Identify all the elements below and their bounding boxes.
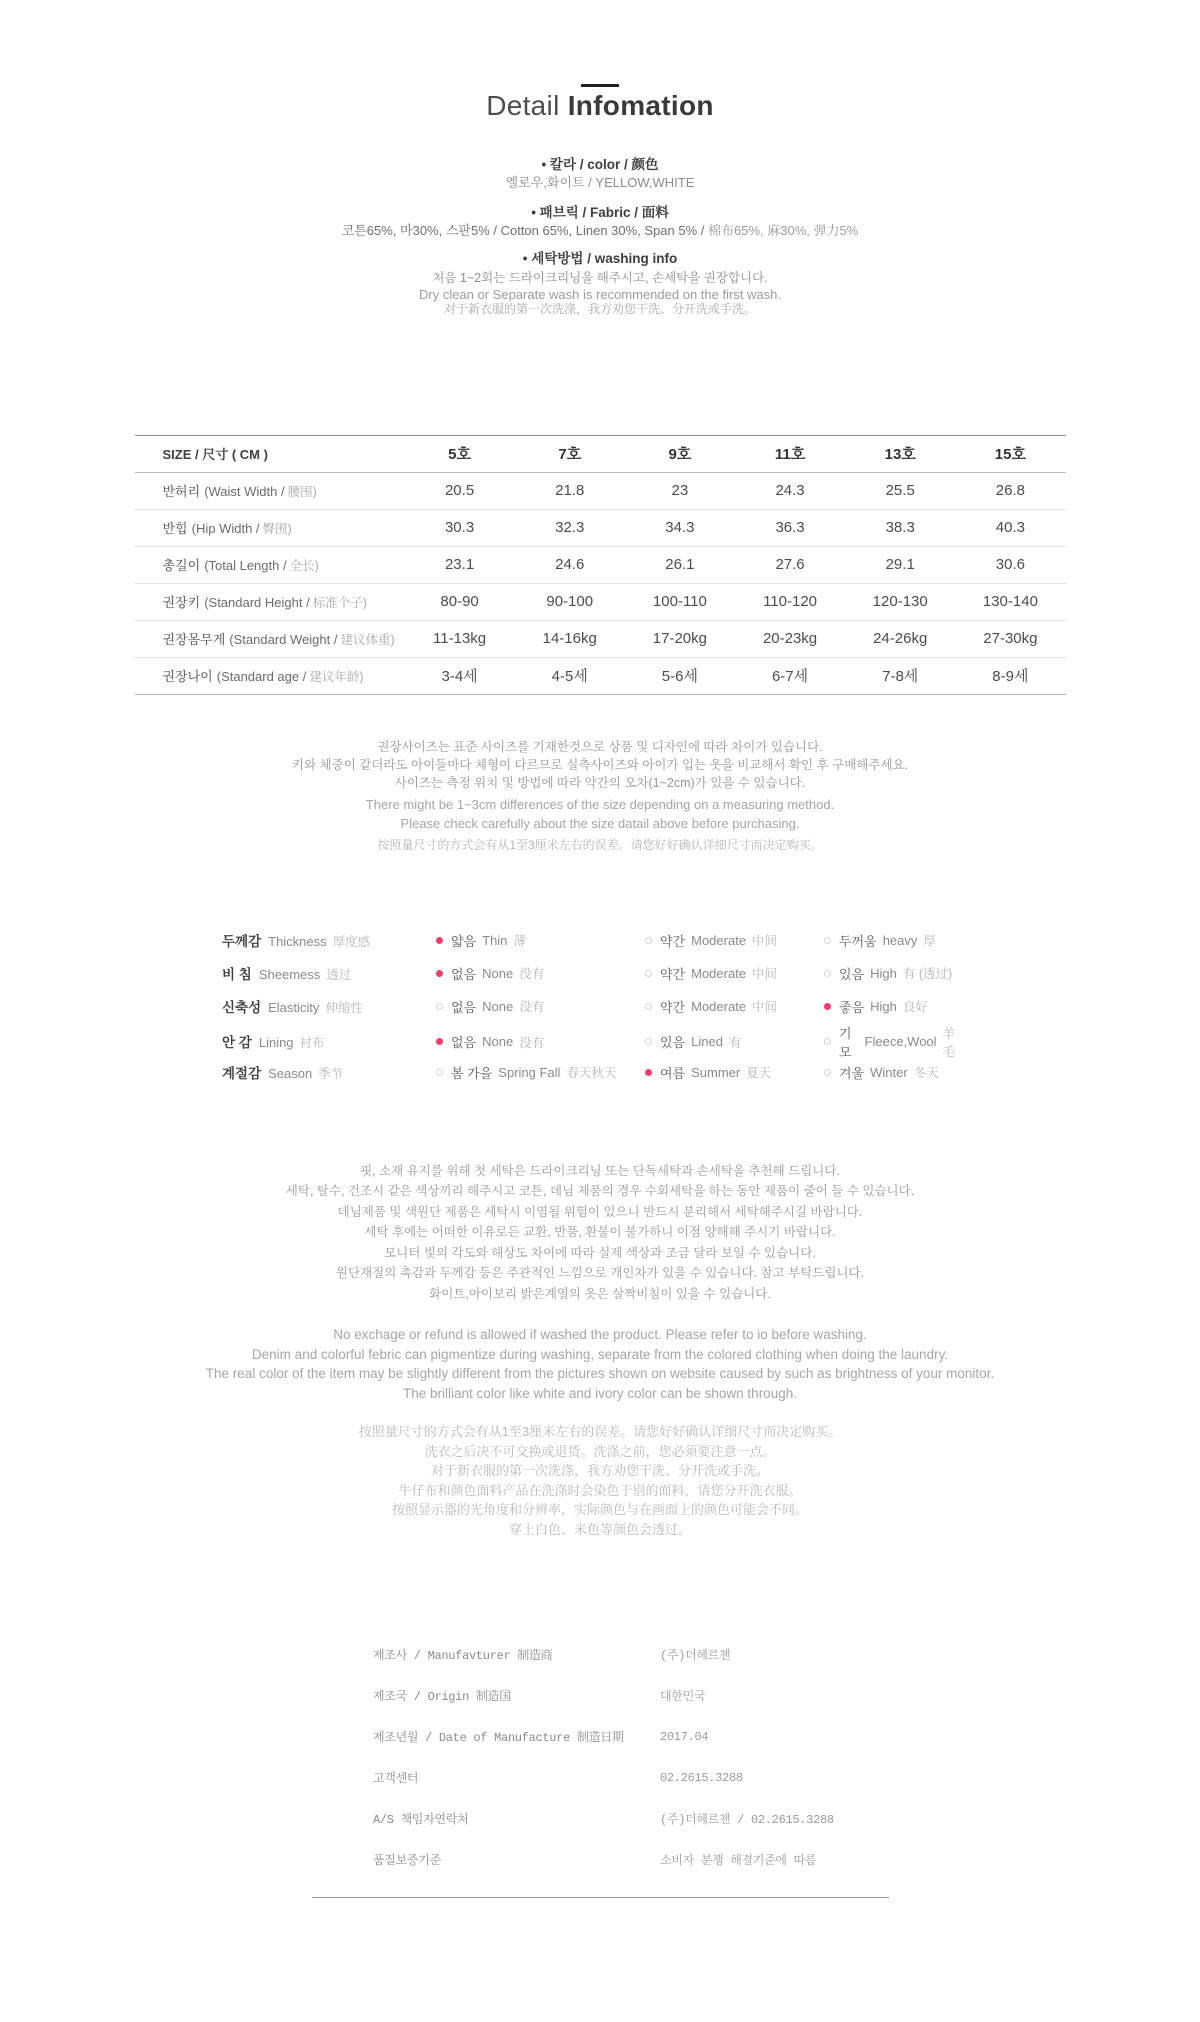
size-notes bbox=[0, 738, 1200, 854]
spec-label: 신축성 Elasticity 伸缩性 bbox=[222, 999, 363, 1015]
spec-row-thickness bbox=[222, 924, 962, 957]
fabric-section bbox=[0, 205, 1200, 239]
washing-lines bbox=[0, 271, 1200, 318]
note-line: 데님제품 및 색원단 제품은 세탁시 이염될 위험이 있으니 반드시 분리해서 세탁해주시길 바랍니다. bbox=[337, 1204, 863, 1219]
radio-icon bbox=[436, 1038, 443, 1045]
spec-label: 계절감 Season 季节 bbox=[222, 1065, 344, 1081]
note-line: 사이즈는 측정 위치 및 방법에 따라 약간의 오차(1~2cm)가 있을 수 있습니다. bbox=[394, 775, 806, 790]
origin-row-label: 제조국 / Origin 制造国 bbox=[373, 1690, 511, 1704]
note-line: 洗衣之后决不可交换或退货。洗涤之前，您必须要注意一点。 bbox=[424, 1443, 776, 1459]
washing-line-en: Dry clean or Separate wash is recommended on the first wash. bbox=[418, 286, 781, 302]
as-contact-row-label: A/S 책임자연락처 bbox=[373, 1813, 469, 1827]
spec-option: 없음 None 没有 bbox=[436, 1032, 645, 1051]
size-table-row-age bbox=[135, 657, 1066, 694]
care-notes-chinese bbox=[0, 1422, 1200, 1539]
size-table-header-row bbox=[135, 435, 1066, 472]
note-line: 按照量尺寸的方式会有从1至3厘米左右的误差。请您好好确认详细尺寸而决定购买。 bbox=[377, 837, 823, 852]
size-col-header: 5호 bbox=[448, 446, 471, 463]
page-title-bold: Infomation bbox=[567, 90, 714, 121]
radio-icon bbox=[645, 970, 652, 977]
manufacturer-row bbox=[373, 1634, 1200, 1675]
spec-row-sheerness bbox=[222, 957, 962, 990]
fabric-value-main: 코튼65%, 마30%, 스판5% / Cotton 65%, Linen 30%, Span 5% / bbox=[341, 223, 705, 238]
page-title-light: Detail bbox=[486, 90, 560, 121]
size-cell: 4-5세 bbox=[551, 668, 588, 685]
size-cell: 34.3 bbox=[665, 519, 695, 536]
bottom-divider bbox=[312, 1897, 889, 1898]
manufacture-date-row-label: 제조년월 / Date of Manufacture 制造日期 bbox=[373, 1731, 624, 1745]
size-row-label: 권장나이 (Standard age / 建议年龄) bbox=[162, 669, 364, 684]
manufacturer-row-value: (주)더헤르첸 bbox=[660, 1649, 731, 1663]
manufacture-date-row bbox=[373, 1716, 1200, 1757]
spec-option: 기모 Fleece,Wool 羊毛 bbox=[824, 1023, 962, 1061]
care-notes bbox=[0, 1161, 1200, 1540]
note-line: 对于新衣服的第一次洗涤，我方劝您干洗、分开洗或手洗。 bbox=[430, 1463, 769, 1478]
color-value: 옐로우,화이트 / YELLOW,WHITE bbox=[505, 175, 695, 190]
size-table-row-waist bbox=[135, 472, 1066, 509]
radio-icon bbox=[824, 1038, 831, 1045]
note-line: Please check carefully about the size datail above before purchasing. bbox=[400, 815, 800, 831]
size-cell: 27-30kg bbox=[983, 630, 1038, 647]
fabric-value-cn: 棉布65%, 麻30%, 弹力5% bbox=[708, 223, 859, 238]
size-cell: 6-7세 bbox=[771, 668, 809, 685]
radio-icon bbox=[645, 937, 652, 944]
note-line: No exchage or refund is allowed if washed the product. Please refer to io before washing. bbox=[333, 1327, 867, 1342]
note-line: 원단재질의 촉감과 두께감 등은 주관적인 느낌으로 개인차가 있을 수 있습니다. 참고 부탁드립니다. bbox=[335, 1266, 865, 1280]
note-line: The real color of the item may be slightly different from the pictures shown on website caused by such as brightness of your monitor. bbox=[205, 1366, 995, 1381]
size-row-label: 반힙 (Hip Width / 臀围) bbox=[162, 521, 292, 536]
spec-option: 두꺼움 heavy 厚 bbox=[824, 931, 962, 950]
customer-center-row-value: 02.2615.3288 bbox=[660, 1770, 743, 1785]
note-line: 세탁, 탈수, 건조시 같은 색상끼리 해주시고 코튼, 데님 제품의 경우 수회세탁을 하는 동안 제품이 줄어 들 수 있습니다. bbox=[285, 1184, 915, 1198]
manufacture-date-row-value: 2017.04 bbox=[660, 1729, 709, 1744]
size-cell: 30.3 bbox=[444, 519, 475, 536]
washing-line-cn: 对于新衣服的第一次洗涤，我方劝您干洗、分开洗或手洗。 bbox=[443, 302, 756, 316]
size-cell: 32.3 bbox=[555, 519, 585, 536]
radio-icon bbox=[436, 1003, 443, 1010]
washing-line-ko: 처음 1~2회는 드라이크리닝을 해주시고, 손세탁을 권장합니다. bbox=[432, 271, 768, 285]
size-cell: 26.8 bbox=[995, 482, 1025, 499]
size-col-header: 13호 bbox=[884, 446, 916, 463]
size-cell: 5-6세 bbox=[661, 668, 698, 685]
note-line: 按照显示器的光角度和分辨率，实际颜色与在画面上的颜色可能会不同。 bbox=[391, 1502, 808, 1517]
size-table-row-weight bbox=[135, 620, 1066, 657]
radio-icon bbox=[436, 970, 443, 977]
size-cell: 27.6 bbox=[775, 556, 805, 573]
size-cell: 23 bbox=[671, 482, 689, 499]
manufacturer-row-label: 제조사 / Manufavturer 制造商 bbox=[373, 1649, 553, 1663]
as-contact-row-value: (주)더헤르첸 / 02.2615.3288 bbox=[660, 1813, 834, 1827]
size-cell: 100-110 bbox=[652, 593, 707, 610]
size-row-label: 총길이 (Total Length / 全长) bbox=[162, 558, 319, 573]
note-line: 按照量尺寸的方式会有从1至3厘米左右的误差。请您好好确认详细尺寸而决定购买。 bbox=[358, 1424, 842, 1439]
size-cell: 90-100 bbox=[546, 593, 594, 610]
radio-icon bbox=[436, 937, 443, 944]
fabric-value bbox=[0, 223, 1200, 239]
spec-label: 두께감 Thickness 厚度感 bbox=[222, 933, 371, 949]
size-notes-korean bbox=[0, 738, 1200, 792]
radio-icon bbox=[645, 1069, 652, 1076]
size-table-row-hip bbox=[135, 509, 1066, 546]
size-cell: 29.1 bbox=[885, 556, 915, 573]
spec-option: 있음 High 有 (透过) bbox=[824, 964, 962, 983]
washing-section bbox=[0, 251, 1200, 318]
radio-icon bbox=[645, 1003, 652, 1010]
size-cell: 80-90 bbox=[440, 593, 479, 610]
note-line: 牛仔布和颜色面料产品在洗涤时会染色于别的面料，请您分开洗衣服。 bbox=[398, 1482, 802, 1498]
origin-row bbox=[373, 1675, 1200, 1716]
size-cell: 26.1 bbox=[665, 556, 695, 573]
spec-option: 있음 Lined 有 bbox=[645, 1032, 824, 1051]
size-table-row-height bbox=[135, 583, 1066, 620]
customer-center-row-label: 고객센터 bbox=[373, 1772, 419, 1786]
note-line: 키와 체중이 같더라도 아이들마다 체형이 다르므로 실측사이즈와 아이가 입는 옷을 비교해서 확인 후 구매해주세요. bbox=[291, 757, 909, 772]
spec-option: 약간 Moderate 中间 bbox=[645, 997, 824, 1016]
warranty-row-label: 품질보증기준 bbox=[373, 1854, 441, 1868]
manufacturer-table bbox=[373, 1634, 1200, 1880]
origin-row-value: 대한민국 bbox=[660, 1690, 706, 1704]
size-row-label: 반허리 (Waist Width / 腰围) bbox=[162, 484, 317, 499]
size-cell: 110-120 bbox=[763, 593, 818, 610]
size-cell: 36.3 bbox=[775, 519, 805, 536]
care-notes-english bbox=[0, 1325, 1200, 1403]
note-line: There might be 1~3cm differences of the size depending on a measuring method. bbox=[365, 796, 835, 812]
size-cell: 24-26kg bbox=[873, 630, 928, 647]
size-row-label: 권장키 (Standard Height / 标准个子) bbox=[162, 595, 367, 610]
size-cell: 3-4세 bbox=[441, 668, 478, 685]
customer-center-row bbox=[373, 1757, 1200, 1798]
size-cell: 14-16kg bbox=[542, 630, 597, 647]
size-cell: 24.3 bbox=[775, 482, 805, 499]
note-line: The brilliant color like white and ivory color can be shown through. bbox=[403, 1385, 797, 1401]
radio-icon bbox=[824, 937, 831, 944]
size-table bbox=[135, 435, 1066, 695]
size-cell: 23.1 bbox=[444, 556, 475, 573]
spec-option: 약간 Moderate 中间 bbox=[645, 964, 824, 983]
spec-option: 봄 가을 Spring Fall 春天秋天 bbox=[436, 1063, 645, 1082]
spec-option: 없음 None 没有 bbox=[436, 964, 645, 983]
size-cell: 40.3 bbox=[995, 519, 1025, 536]
size-cell: 24.6 bbox=[555, 556, 585, 573]
spec-option: 여름 Summer 夏天 bbox=[645, 1063, 824, 1082]
spec-table bbox=[222, 924, 962, 1089]
care-notes-korean bbox=[0, 1161, 1200, 1305]
size-cell: 21.8 bbox=[555, 482, 585, 499]
page-title bbox=[0, 91, 1200, 121]
note-line: 세탁 후에는 어떠한 이유로든 교환, 반품, 환불이 불가하니 이점 양해해 주시기 바랍니다. bbox=[364, 1225, 836, 1239]
washing-heading: • 세탁방법 / washing info bbox=[522, 251, 678, 266]
size-cell: 8-9세 bbox=[992, 668, 1029, 685]
size-cell: 20.5 bbox=[444, 482, 475, 499]
size-cell: 20-23kg bbox=[762, 630, 818, 647]
spec-row-elasticity bbox=[222, 990, 962, 1023]
radio-icon bbox=[824, 1003, 831, 1010]
title-divider bbox=[581, 84, 619, 87]
warranty-row-value: 소비자 분쟁 해결기준에 따름 bbox=[660, 1854, 817, 1868]
size-cell: 11-13kg bbox=[433, 630, 487, 647]
note-line: Denim and colorful febric can pigmentize during washing, separate from the colored clothing when doing the laundry. bbox=[251, 1346, 949, 1362]
note-line: 모니터 빛의 각도와 해상도 차이에 따라 실제 색상과 조금 달라 보일 수 있습니다. bbox=[384, 1245, 816, 1260]
note-line: 화이트,아이보리 밝은계열의 옷은 살짝비침이 있을 수 있습니다. bbox=[429, 1286, 771, 1301]
color-section bbox=[0, 157, 1200, 191]
size-cell: 25.5 bbox=[885, 482, 915, 499]
spec-option: 약간 Moderate 中间 bbox=[645, 931, 824, 950]
as-contact-row bbox=[373, 1798, 1200, 1839]
size-table-row-length bbox=[135, 546, 1066, 583]
size-cell: 7-8세 bbox=[882, 668, 919, 685]
size-col-header: 15호 bbox=[994, 446, 1026, 463]
size-row-label: 권장몸무게 (Standard Weight / 建议体重) bbox=[162, 632, 395, 647]
size-col-header: 7호 bbox=[558, 446, 582, 463]
size-cell: 130-140 bbox=[982, 593, 1038, 610]
radio-icon bbox=[824, 970, 831, 977]
fabric-heading: • 패브릭 / Fabric / 面料 bbox=[531, 205, 669, 220]
spec-label: 안 감 Lining 衬布 bbox=[222, 1035, 325, 1050]
size-notes-english bbox=[0, 795, 1200, 833]
size-col-header: 11호 bbox=[774, 446, 806, 463]
size-cell: 30.6 bbox=[995, 556, 1025, 573]
radio-icon bbox=[824, 1069, 831, 1076]
size-cell: 17-20kg bbox=[652, 630, 707, 647]
note-line: 穿上白色、米色等颜色会透过。 bbox=[508, 1521, 691, 1537]
radio-icon bbox=[436, 1069, 443, 1076]
spec-row-lining bbox=[222, 1023, 962, 1060]
size-table-corner: SIZE / 尺寸 ( CM ) bbox=[162, 447, 268, 462]
spec-label: 비 침 Sheemess 透过 bbox=[222, 966, 352, 982]
spec-option: 겨울 Winter 冬天 bbox=[824, 1063, 962, 1082]
note-line: 핏, 소재 유지를 위해 첫 세탁은 드라이크리닝 또는 단독세탁과 손세탁을 추천해 드립니다. bbox=[360, 1163, 840, 1178]
spec-option: 좋음 High 良好 bbox=[824, 997, 962, 1016]
radio-icon bbox=[645, 1038, 652, 1045]
note-line: 권장사이즈는 표준 사이즈를 기재한것으로 상품 및 디자인에 따라 차이가 있습니다. bbox=[377, 739, 823, 754]
size-cell: 120-130 bbox=[872, 593, 928, 610]
size-cell: 38.3 bbox=[885, 519, 915, 536]
size-notes-chinese bbox=[0, 837, 1200, 854]
spec-option: 얇음 Thin 薄 bbox=[436, 931, 645, 950]
color-heading: • 칼라 / color / 颜色 bbox=[541, 157, 659, 172]
spec-option: 없음 None 没有 bbox=[436, 997, 645, 1016]
size-col-header: 9호 bbox=[668, 446, 692, 463]
warranty-row bbox=[373, 1839, 1200, 1880]
